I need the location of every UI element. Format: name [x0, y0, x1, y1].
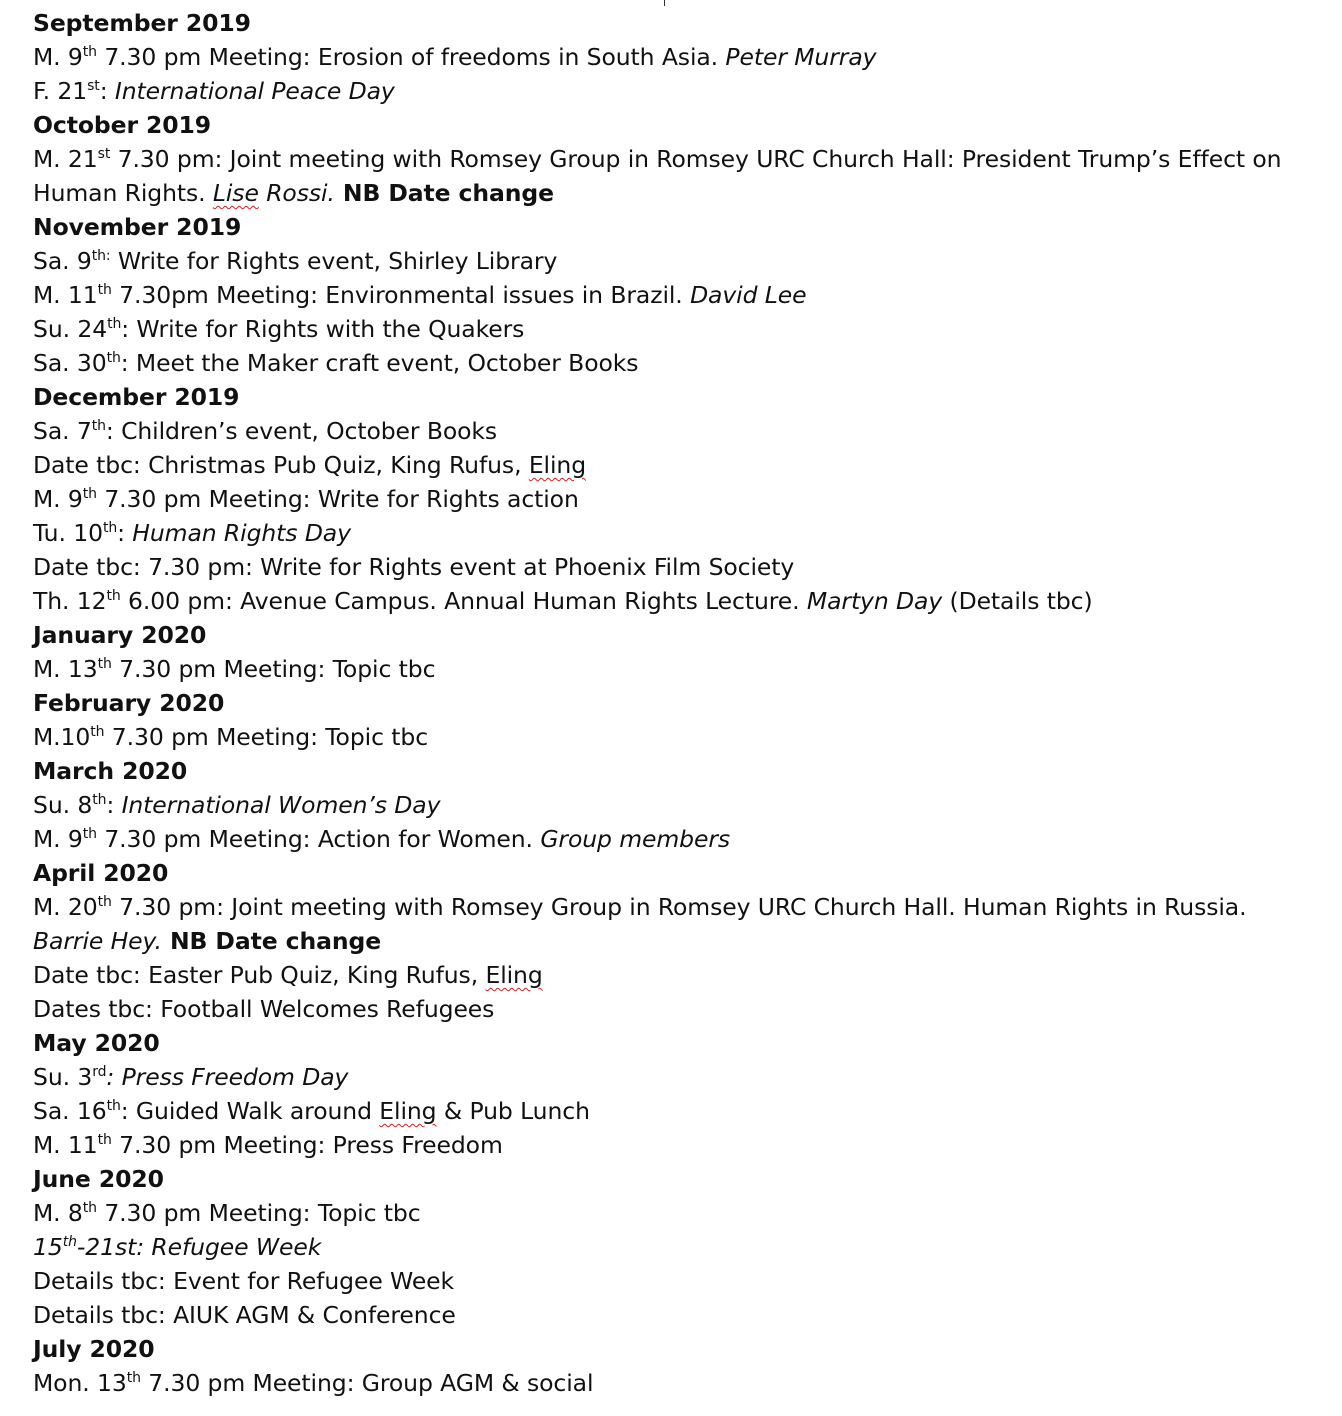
event-item: M. 21st 7.30 pm: Joint meeting with Romsey Group in Romsey URC Church Hall: President Trump’s Effect on Human Rights. Lise Rossi. NB Date change [33, 145, 1282, 207]
event-item: Su. 3rd: Press Freedom Day [33, 1063, 349, 1091]
month-heading: June 2020 [33, 1165, 164, 1193]
spellcheck-underline: Eling [379, 1097, 437, 1125]
month-heading: April 2020 [33, 859, 169, 887]
spellcheck-underline: Eling [485, 961, 543, 989]
spellcheck-underline: Lise [212, 179, 259, 207]
event-item: Th. 12th 6.00 pm: Avenue Campus. Annual Human Rights Lecture. Martyn Day (Details tbc) [33, 587, 1093, 615]
event-calendar-document [33, 6, 1323, 1400]
event-item: M. 9th 7.30 pm Meeting: Write for Rights action [33, 485, 579, 513]
event-item: M. 11th 7.30pm Meeting: Environmental issues in Brazil. David Lee [33, 281, 807, 309]
event-item: Date tbc: 7.30 pm: Write for Rights event at Phoenix Film Society [33, 553, 795, 581]
event-item: Sa. 30th: Meet the Maker craft event, October Books [33, 349, 639, 377]
month-heading: July 2020 [33, 1335, 155, 1363]
event-item: M.10th 7.30 pm Meeting: Topic tbc [33, 723, 429, 751]
month-heading: May 2020 [33, 1029, 160, 1057]
spellcheck-underline: Eling [528, 451, 587, 479]
month-heading: November 2019 [33, 213, 242, 241]
event-item: Details tbc: Event for Refugee Week [33, 1267, 455, 1295]
event-item: Date tbc: Christmas Pub Quiz, King Rufus, Eling [33, 451, 587, 479]
event-item: Sa. 7th: Children’s event, October Books [33, 417, 498, 445]
event-item: M. 8th 7.30 pm Meeting: Topic tbc [33, 1199, 421, 1227]
event-item: Su. 8th: International Women’s Day [33, 791, 441, 819]
event-item: M. 20th 7.30 pm: Joint meeting with Romsey Group in Romsey URC Church Hall. Human Rights in Russia. Barrie Hey. NB Date change [33, 893, 1247, 955]
event-item: M. 9th 7.30 pm Meeting: Erosion of freedoms in South Asia. Peter Murray [33, 43, 877, 71]
event-item: M. 9th 7.30 pm Meeting: Action for Women. Group members [33, 825, 731, 853]
event-item: Dates tbc: Football Welcomes Refugees [33, 995, 495, 1023]
event-item: Su. 24th: Write for Rights with the Quakers [33, 315, 525, 343]
event-item: Mon. 13th 7.30 pm Meeting: Group AGM & social [33, 1369, 594, 1397]
month-heading: October 2019 [33, 111, 212, 139]
event-item: Details tbc: AIUK AGM & Conference [33, 1301, 456, 1329]
event-item: Date tbc: Easter Pub Quiz, King Rufus, Eling [33, 961, 543, 989]
month-heading: September 2019 [33, 9, 251, 37]
event-item: Sa. 16th: Guided Walk around Eling & Pub Lunch [33, 1097, 590, 1125]
event-item: M. 13th 7.30 pm Meeting: Topic tbc [33, 655, 436, 683]
event-item: 15th-21st: Refugee Week [33, 1233, 322, 1261]
month-heading: January 2020 [33, 621, 207, 649]
event-item: M. 11th 7.30 pm Meeting: Press Freedom [33, 1131, 503, 1159]
event-item: Sa. $9^{th:}$ Write for Rights event, Shirley Library [33, 247, 558, 275]
event-item: F. 21st: International Peace Day [33, 77, 395, 105]
month-heading: February 2020 [33, 689, 225, 717]
month-heading: December 2019 [33, 383, 240, 411]
month-heading: March 2020 [33, 757, 188, 785]
event-item: Tu. 10th: Human Rights Day [33, 519, 351, 547]
